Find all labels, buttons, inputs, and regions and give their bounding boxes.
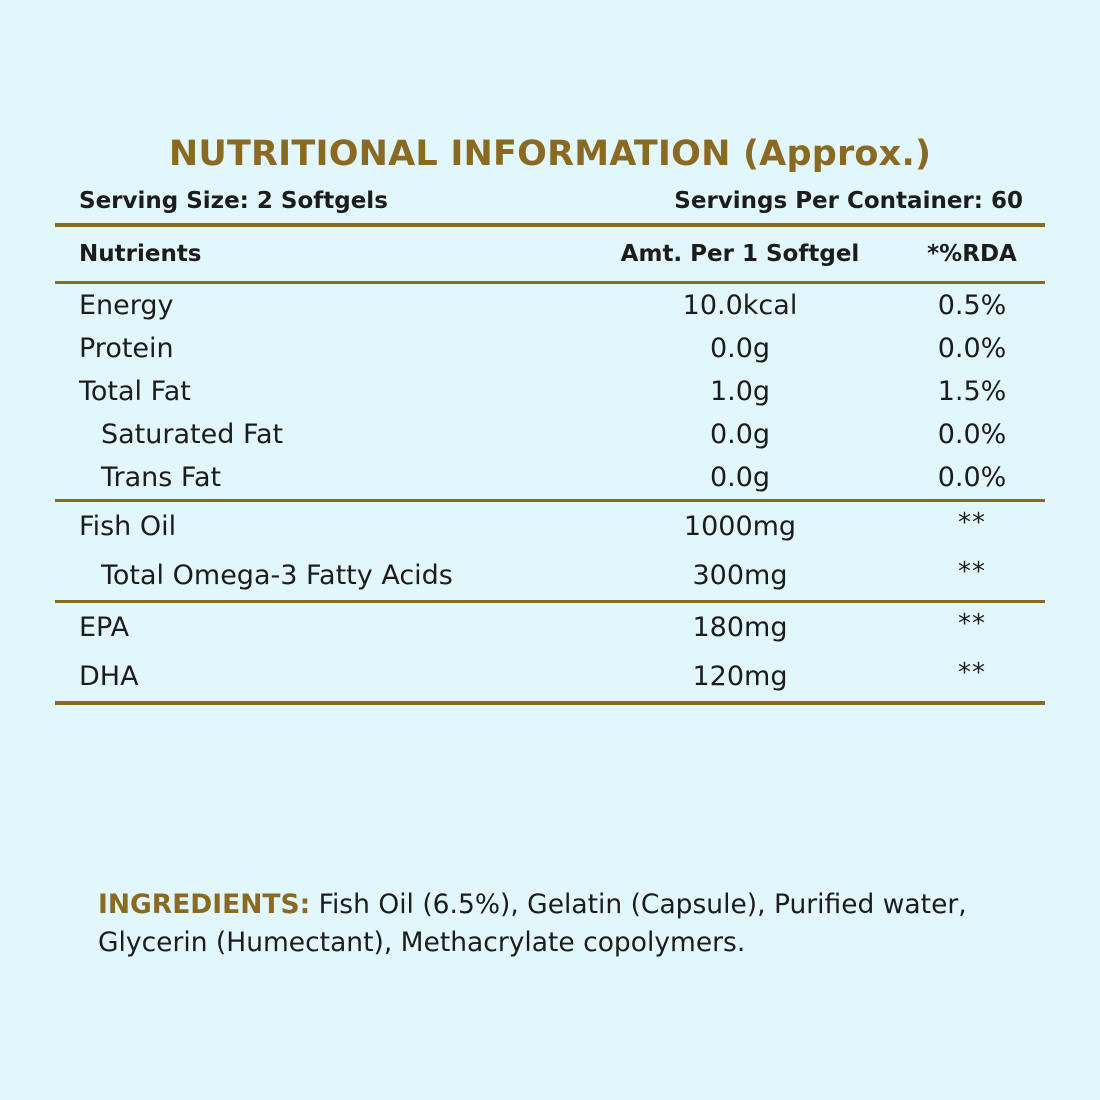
table-row bbox=[55, 502, 1045, 551]
row-label: Total Fat bbox=[79, 375, 191, 407]
table-row bbox=[55, 370, 1045, 413]
row-amount: 0.0g bbox=[709, 461, 771, 493]
row-label: Total Omega-3 Fatty Acids bbox=[101, 559, 453, 591]
ingredients-label: INGREDIENTS: bbox=[98, 889, 311, 920]
nutrition-panel bbox=[55, 135, 1045, 705]
table-rule-bottom bbox=[55, 701, 1045, 705]
row-rda: 0.0% bbox=[937, 332, 1007, 364]
column-header-nutrients: Nutrients bbox=[79, 240, 202, 267]
row-rda: ** bbox=[958, 608, 986, 639]
row-label: Protein bbox=[79, 332, 174, 364]
table-row bbox=[55, 603, 1045, 652]
row-label: Energy bbox=[79, 289, 174, 321]
page-title: NUTRITIONAL INFORMATION (Approx.) bbox=[168, 134, 932, 174]
row-label: Trans Fat bbox=[101, 461, 222, 493]
row-amount: 300mg bbox=[692, 559, 788, 591]
serving-size-label: Serving Size: 2 Softgels bbox=[79, 187, 388, 214]
row-amount: 10.0kcal bbox=[682, 289, 798, 321]
row-rda: 0.5% bbox=[937, 289, 1007, 321]
table-row bbox=[55, 456, 1045, 499]
column-header-amount: Amt. Per 1 Softgel bbox=[620, 240, 860, 267]
row-amount: 1.0g bbox=[709, 375, 771, 407]
serving-info-row bbox=[55, 188, 1045, 214]
table-header-row bbox=[55, 227, 1045, 281]
table-row bbox=[55, 652, 1045, 701]
table-row bbox=[55, 327, 1045, 370]
row-label: EPA bbox=[79, 611, 130, 643]
row-rda: ** bbox=[958, 657, 986, 688]
row-label: DHA bbox=[79, 660, 139, 692]
row-label: Saturated Fat bbox=[101, 418, 284, 450]
row-amount: 1000mg bbox=[683, 510, 797, 542]
table-row bbox=[55, 284, 1045, 327]
row-label: Fish Oil bbox=[79, 510, 177, 542]
row-amount: 0.0g bbox=[709, 418, 771, 450]
ingredients-text: Fish Oil (6.5%), Gelatin (Capsule), Purified water, Glycerin (Humectant), Methacrylate copolymers. bbox=[98, 889, 967, 958]
table-row bbox=[55, 551, 1045, 600]
nutrition-table bbox=[55, 223, 1045, 705]
row-rda: ** bbox=[958, 556, 986, 587]
row-rda: 0.0% bbox=[937, 461, 1007, 493]
servings-per-container-label: Servings Per Container: 60 bbox=[674, 187, 1023, 214]
row-amount: 180mg bbox=[692, 611, 788, 643]
row-rda: ** bbox=[958, 507, 986, 538]
divider bbox=[55, 701, 1045, 705]
row-rda: 0.0% bbox=[937, 418, 1007, 450]
ingredients-section bbox=[98, 886, 1018, 961]
table-row bbox=[55, 413, 1045, 456]
column-header-rda: *%RDA bbox=[927, 240, 1017, 267]
row-rda: 1.5% bbox=[937, 375, 1007, 407]
row-amount: 120mg bbox=[692, 660, 788, 692]
row-amount: 0.0g bbox=[709, 332, 771, 364]
